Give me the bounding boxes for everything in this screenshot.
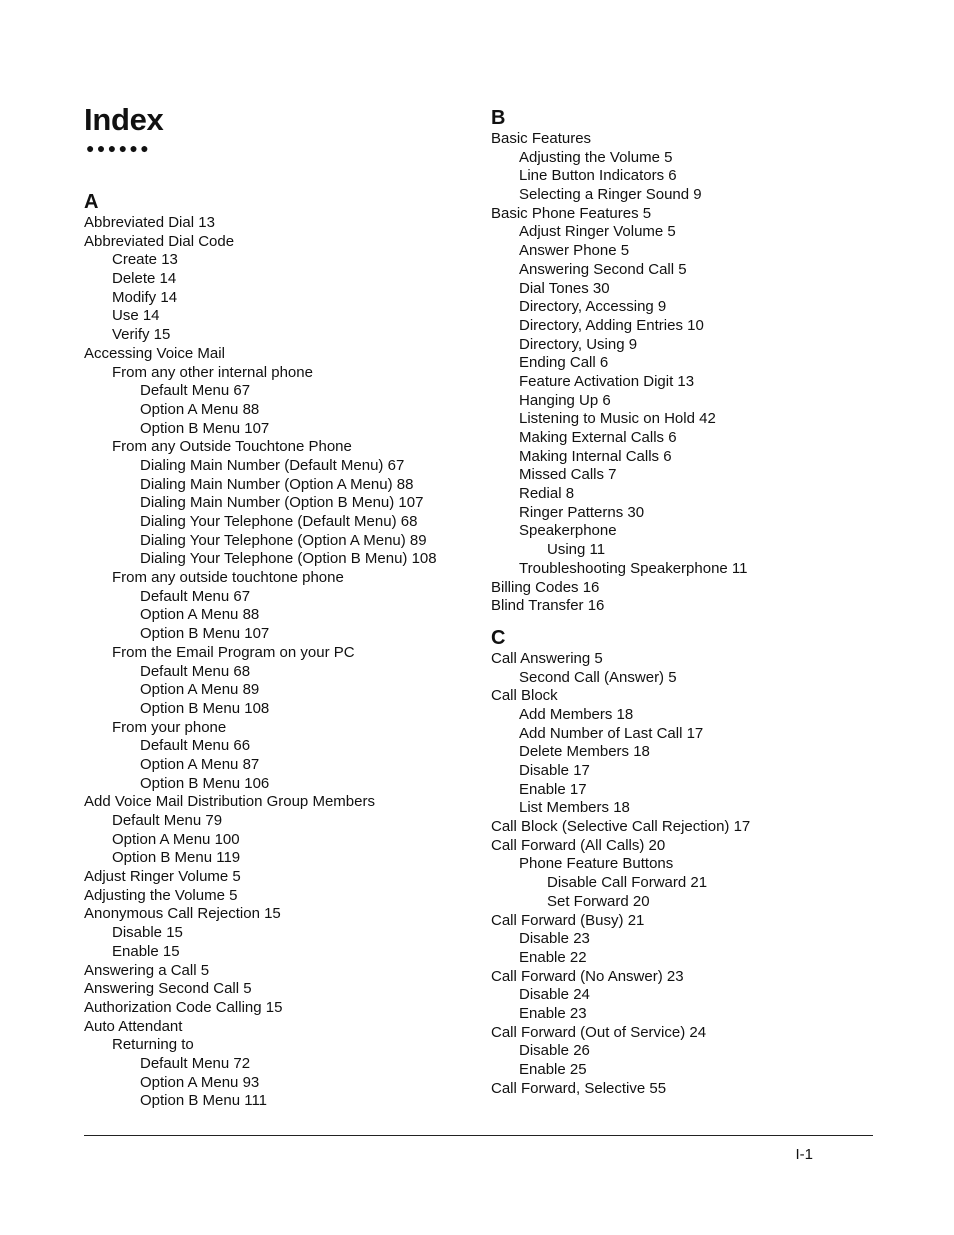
index-entry: Add Members 18 (519, 705, 634, 723)
index-entry: Option B Menu 111 (140, 1092, 268, 1110)
footer-rule (84, 1135, 873, 1136)
index-entry: Using 11 (547, 541, 606, 559)
index-entry: Abbreviated Dial Code (84, 232, 235, 250)
index-entry: Default Menu 67 (140, 587, 251, 605)
index-section (491, 626, 921, 1099)
index-entry: Create 13 (112, 251, 178, 269)
section-letter: A (84, 191, 99, 213)
index-entry: Ringer Patterns 30 (519, 503, 645, 521)
index-entry: Add Number of Last Call 17 (519, 724, 704, 742)
index-entry: Auto Attendant (84, 1017, 183, 1035)
index-entry: Returning to (112, 1036, 194, 1054)
index-entry: Line Button Indicators 6 (519, 167, 677, 185)
index-entry: Enable 15 (112, 942, 180, 960)
index-entry: Option A Menu 87 (140, 755, 260, 773)
index-entry: Enable 22 (519, 948, 587, 966)
index-entry: Hanging Up 6 (519, 391, 611, 409)
index-entry: Basic Features (491, 130, 592, 147)
index-entry: From any outside touchtone phone (112, 569, 344, 587)
index-entry: Call Block (Selective Call Rejection) 17 (491, 818, 751, 836)
index-entry: From the Email Program on your PC (112, 643, 355, 661)
index-entry: Listening to Music on Hold 42 (519, 410, 716, 428)
index-entry: Disable 26 (519, 1042, 590, 1060)
title-dots-decoration: ●●●●●● (86, 140, 152, 156)
index-entry: Dial Tones 30 (519, 279, 610, 297)
index-entry: Adjust Ringer Volume 5 (519, 223, 676, 241)
index-entry: Modify 14 (112, 288, 178, 306)
index-entry: Dialing Main Number (Option B Menu) 107 (140, 494, 424, 512)
index-entry: Feature Activation Digit 13 (519, 372, 695, 390)
index-entry: Disable 15 (112, 924, 183, 942)
index-entry: Call Forward (All Calls) 20 (491, 836, 666, 854)
index-entry: Verify 15 (112, 326, 171, 344)
index-entry: Dialing Your Telephone (Option A Menu) 89 (140, 531, 427, 549)
index-entry: Adjust Ringer Volume 5 (84, 868, 241, 886)
index-entry: Option A Menu 88 (140, 400, 260, 418)
index-entry: Call Forward (Busy) 21 (491, 911, 645, 929)
index-entry: Authorization Code Calling 15 (84, 998, 283, 1016)
index-section (491, 106, 921, 616)
index-entry: Enable 25 (519, 1061, 587, 1078)
index-section (84, 190, 514, 1111)
index-entry: Answering a Call 5 (84, 961, 210, 979)
index-entry: Making Internal Calls 6 (519, 447, 672, 465)
index-entry: Call Forward, Selective 55 (491, 1079, 667, 1097)
index-entry: Call Forward (Out of Service) 24 (491, 1023, 707, 1041)
index-entry: Answer Phone 5 (519, 242, 630, 260)
index-entry: Default Menu 67 (140, 382, 251, 400)
section-letter: B (491, 107, 506, 129)
index-entry: From any Outside Touchtone Phone (112, 438, 352, 456)
index-entry: Call Forward (No Answer) 23 (491, 967, 684, 985)
index-entry: Default Menu 68 (140, 662, 251, 680)
index-entry: Option B Menu 107 (140, 419, 270, 437)
index-entry: Phone Feature Buttons (519, 855, 674, 873)
index-entry: Directory, Using 9 (519, 335, 638, 353)
index-entry: Speakerphone (519, 522, 617, 540)
index-entry: Default Menu 66 (140, 737, 251, 755)
index-entry: Answering Second Call 5 (84, 980, 252, 998)
section-letter: C (491, 626, 506, 649)
index-entry: Directory, Accessing 9 (519, 298, 667, 316)
index-entry: Option B Menu 119 (112, 849, 241, 867)
index-entry: Basic Phone Features 5 (491, 204, 652, 222)
index-column-right (491, 106, 921, 1098)
index-entry: Option A Menu 100 (112, 830, 240, 848)
index-entry: Abbreviated Dial 13 (84, 214, 215, 231)
index-entry: Default Menu 79 (112, 812, 223, 829)
index-entry: Anonymous Call Rejection 15 (84, 905, 281, 923)
index-entry: Troubleshooting Speakerphone 11 (519, 559, 748, 577)
index-entry: Set Forward 20 (547, 892, 650, 910)
index-entry: Option A Menu 93 (140, 1073, 260, 1091)
index-entry: Dialing Your Telephone (Default Menu) 68 (140, 513, 418, 530)
index-entry: Blind Transfer 16 (491, 597, 605, 615)
index-entry: Dialing Your Telephone (Option B Menu) 108 (140, 550, 437, 568)
index-entry: Option B Menu 108 (140, 699, 270, 717)
index-entry: Selecting a Ringer Sound 9 (519, 186, 702, 204)
index-entry: Delete 14 (112, 270, 177, 288)
index-entry: Call Answering 5 (491, 649, 603, 667)
index-entry: Default Menu 72 (140, 1054, 251, 1072)
index-entry: Add Voice Mail Distribution Group Members (84, 793, 375, 811)
index-entry: Directory, Adding Entries 10 (519, 316, 704, 334)
index-entry: From your phone (112, 718, 227, 736)
page-title: Index (84, 102, 164, 137)
index-entry: Use 14 (112, 307, 160, 325)
index-entry: Disable 24 (519, 986, 590, 1004)
index-entry: Call Block (491, 687, 558, 705)
index-entry: From any other internal phone (112, 363, 313, 381)
index-entry: Billing Codes 16 (491, 578, 600, 596)
page-number: I-1 (795, 1146, 813, 1163)
index-entry: Enable 17 (519, 780, 587, 798)
index-entry: Answering Second Call 5 (519, 260, 687, 278)
index-entry: Option A Menu 88 (140, 606, 260, 624)
index-entry: Dialing Main Number (Option A Menu) 88 (140, 475, 414, 493)
index-entry: Second Call (Answer) 5 (519, 668, 677, 686)
index-entry: Dialing Main Number (Default Menu) 67 (140, 456, 405, 474)
index-entry: Disable Call Forward 21 (547, 874, 708, 892)
index-entry: Option B Menu 107 (140, 625, 270, 643)
index-entry: Redial 8 (519, 485, 575, 503)
index-entry: Disable 23 (519, 930, 590, 948)
index-entry: Option A Menu 89 (140, 681, 260, 699)
index-entry: Adjusting the Volume 5 (519, 148, 673, 166)
index-entry: Making External Calls 6 (519, 429, 677, 446)
index-entry: List Members 18 (519, 799, 630, 817)
index-entry: Option B Menu 106 (140, 774, 270, 792)
index-entry: Accessing Voice Mail (84, 344, 225, 362)
index-entry: Missed Calls 7 (519, 466, 617, 484)
index-entry: Disable 17 (519, 762, 590, 779)
index-entry: Enable 23 (519, 1004, 587, 1022)
index-column-left (84, 190, 514, 1111)
index-entry: Adjusting the Volume 5 (84, 886, 238, 904)
index-entry: Ending Call 6 (519, 354, 609, 372)
index-entry: Delete Members 18 (519, 743, 650, 761)
